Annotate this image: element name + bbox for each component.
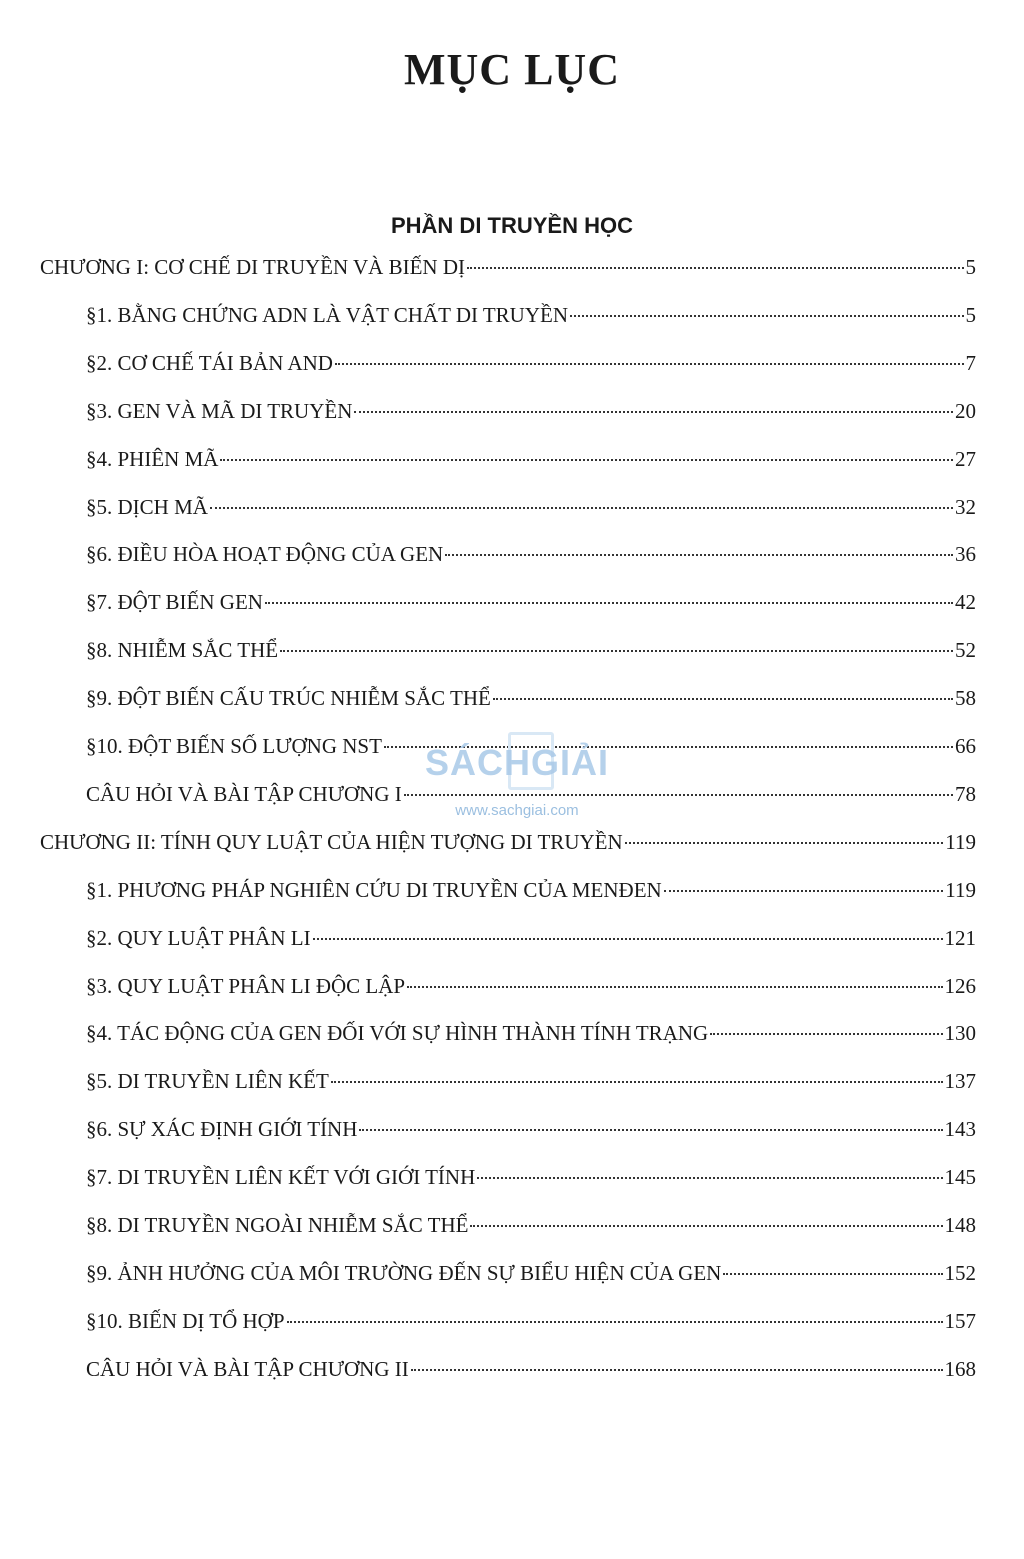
toc-section-entry bbox=[86, 1165, 976, 1205]
toc-dot-leader bbox=[404, 794, 953, 796]
toc-dot-leader bbox=[477, 1177, 942, 1179]
toc-entry-title: §7. ĐỘT BIẾN GEN bbox=[86, 590, 263, 615]
toc-section-entry bbox=[86, 447, 976, 487]
toc-dot-leader bbox=[359, 1129, 942, 1131]
toc-section-entry bbox=[86, 974, 976, 1014]
toc-page-number: 152 bbox=[944, 1260, 976, 1285]
toc-page-number: 42 bbox=[955, 590, 976, 615]
watermark-url: www.sachgiai.com bbox=[455, 802, 579, 819]
toc-entry-title: CÂU HỎI VÀ BÀI TẬP CHƯƠNG I bbox=[86, 781, 402, 806]
toc-page-number: 66 bbox=[955, 734, 976, 758]
toc-page-number: 7 bbox=[965, 350, 976, 375]
toc-dot-leader bbox=[331, 1081, 943, 1083]
toc-page-number: 145 bbox=[944, 1165, 976, 1190]
toc-dot-leader bbox=[570, 315, 963, 317]
toc-entry-title: CHƯƠNG I: CƠ CHẾ DI TRUYỀN VÀ BIẾN DỊ bbox=[40, 255, 466, 279]
toc-section-entry bbox=[86, 1261, 976, 1301]
toc-section-entry bbox=[86, 351, 976, 391]
toc-chapter-entry bbox=[40, 255, 976, 295]
toc-section-entry bbox=[86, 1069, 976, 1109]
toc-page-number: 119 bbox=[945, 829, 976, 854]
toc-section-entry bbox=[86, 1117, 976, 1157]
toc-entry-title: §6. SỰ XÁC ĐỊNH GIỚI TÍNH bbox=[86, 1117, 358, 1142]
toc-entry-title: §9. ĐỘT BIẾN CẤU TRÚC NHIỄM SẮC THỂ bbox=[86, 686, 491, 711]
toc-dot-leader bbox=[287, 1321, 943, 1323]
section-heading: PHẦN DI TRUYỀN HỌC bbox=[390, 213, 633, 238]
toc-page-number: 78 bbox=[955, 781, 976, 806]
toc-dot-leader bbox=[265, 602, 953, 604]
toc-entry-title: §4. PHIÊN MÃ bbox=[86, 446, 219, 471]
toc-dot-leader bbox=[354, 411, 953, 413]
toc-section-entry bbox=[86, 399, 976, 439]
toc-section-entry bbox=[86, 638, 976, 678]
toc-dot-leader bbox=[411, 1369, 943, 1371]
toc-page-number: 126 bbox=[944, 973, 976, 998]
toc-dot-leader bbox=[710, 1033, 942, 1035]
toc-section-entry bbox=[86, 926, 976, 966]
toc-page-number: 36 bbox=[955, 542, 976, 567]
toc-section-entry bbox=[86, 1309, 976, 1349]
toc-entry-title: CHƯƠNG II: TÍNH QUY LUẬT CỦA HIỆN TƯỢNG DI TRUYỀN bbox=[40, 829, 623, 854]
toc-page-number: 27 bbox=[955, 446, 976, 471]
toc-dot-leader bbox=[664, 890, 944, 892]
toc-dot-leader bbox=[335, 363, 964, 365]
toc-dot-leader bbox=[445, 554, 953, 556]
toc-page-number: 52 bbox=[955, 638, 976, 663]
page-title: MỤC LỤC bbox=[404, 45, 620, 94]
toc-entry-title: §5. DI TRUYỀN LIÊN KẾT bbox=[86, 1069, 329, 1094]
toc-section-entry bbox=[86, 495, 976, 535]
toc-page-number: 130 bbox=[944, 1021, 976, 1046]
toc-entry-title: §1. PHƯƠNG PHÁP NGHIÊN CỨU DI TRUYỀN CỦA MENĐEN bbox=[86, 877, 662, 902]
toc-page-number: 32 bbox=[955, 494, 976, 519]
toc-section-entry bbox=[86, 878, 976, 918]
toc-entry-title: CÂU HỎI VÀ BÀI TẬP CHƯƠNG II bbox=[86, 1356, 409, 1381]
toc-page-number: 5 bbox=[965, 255, 976, 279]
toc-dot-leader bbox=[467, 267, 963, 269]
toc-dot-leader bbox=[723, 1273, 942, 1275]
toc-entry-title: §2. CƠ CHẾ TÁI BẢN AND bbox=[86, 350, 333, 375]
toc-entry-title: §4. TÁC ĐỘNG CỦA GEN ĐỐI VỚI SỰ HÌNH THÀNH TÍNH TRẠNG bbox=[86, 1021, 709, 1046]
toc-page-number: 58 bbox=[955, 686, 976, 711]
toc-dot-leader bbox=[313, 938, 943, 940]
toc-entry-title: §1. BẰNG CHỨNG ADN LÀ VẬT CHẤT DI TRUYỀN bbox=[86, 302, 569, 327]
toc-entry-title: §6. ĐIỀU HÒA HOẠT ĐỘNG CỦA GEN bbox=[86, 542, 444, 567]
toc-dot-leader bbox=[384, 746, 953, 748]
toc-page-number: 121 bbox=[944, 925, 976, 950]
toc-section-entry bbox=[86, 686, 976, 726]
toc-section-entry bbox=[86, 590, 976, 630]
toc-entry-title: §10. ĐỘT BIẾN SỐ LƯỢNG NST bbox=[86, 734, 382, 758]
toc-entry-title: §8. NHIỄM SẮC THỂ bbox=[86, 638, 279, 663]
toc-dot-leader bbox=[210, 507, 953, 509]
watermark-brand: SÁCHGIẢI bbox=[424, 742, 609, 783]
toc-page-number: 143 bbox=[944, 1117, 976, 1142]
toc-dot-leader bbox=[493, 698, 953, 700]
toc-section-entry bbox=[86, 734, 976, 774]
toc-entry-title: §8. DI TRUYỀN NGOÀI NHIỄM SẮC THỂ bbox=[86, 1213, 469, 1237]
toc-page-number: 119 bbox=[945, 877, 976, 902]
toc-page-number: 157 bbox=[944, 1308, 976, 1333]
toc-page-number: 148 bbox=[944, 1213, 976, 1237]
toc-section-entry bbox=[86, 542, 976, 582]
toc-entry-title: §2. QUY LUẬT PHÂN LI bbox=[86, 925, 311, 950]
toc-page-number: 20 bbox=[955, 398, 976, 423]
toc-entry-title: §10. BIẾN DỊ TỔ HỢP bbox=[86, 1308, 285, 1333]
toc-dot-leader bbox=[407, 986, 942, 988]
toc-section-entry bbox=[86, 1021, 976, 1061]
toc-page-number: 5 bbox=[965, 302, 976, 327]
toc-entry-title: §5. DỊCH MÃ bbox=[86, 494, 208, 519]
toc-section-entry bbox=[86, 782, 976, 822]
toc-dot-leader bbox=[220, 459, 953, 461]
toc-section-entry bbox=[86, 1213, 976, 1253]
toc-entry-title: §7. DI TRUYỀN LIÊN KẾT VỚI GIỚI TÍNH bbox=[86, 1165, 476, 1190]
toc-entry-title: §9. ẢNH HƯỞNG CỦA MÔI TRƯỜNG ĐẾN SỰ BIỂU HIỆN CỦA GEN bbox=[86, 1260, 722, 1285]
toc-dot-leader bbox=[470, 1225, 942, 1227]
toc-dot-leader bbox=[625, 842, 944, 844]
toc-chapter-entry bbox=[40, 830, 976, 870]
toc-section-entry bbox=[86, 303, 976, 343]
toc-dot-leader bbox=[280, 650, 953, 652]
toc-entry-title: §3. QUY LUẬT PHÂN LI ĐỘC LẬP bbox=[86, 973, 406, 998]
toc-entry-title: §3. GEN VÀ MÃ DI TRUYỀN bbox=[86, 398, 353, 423]
toc-section-entry bbox=[86, 1357, 976, 1397]
toc-page-number: 137 bbox=[944, 1069, 976, 1094]
toc-page-number: 168 bbox=[944, 1356, 976, 1381]
